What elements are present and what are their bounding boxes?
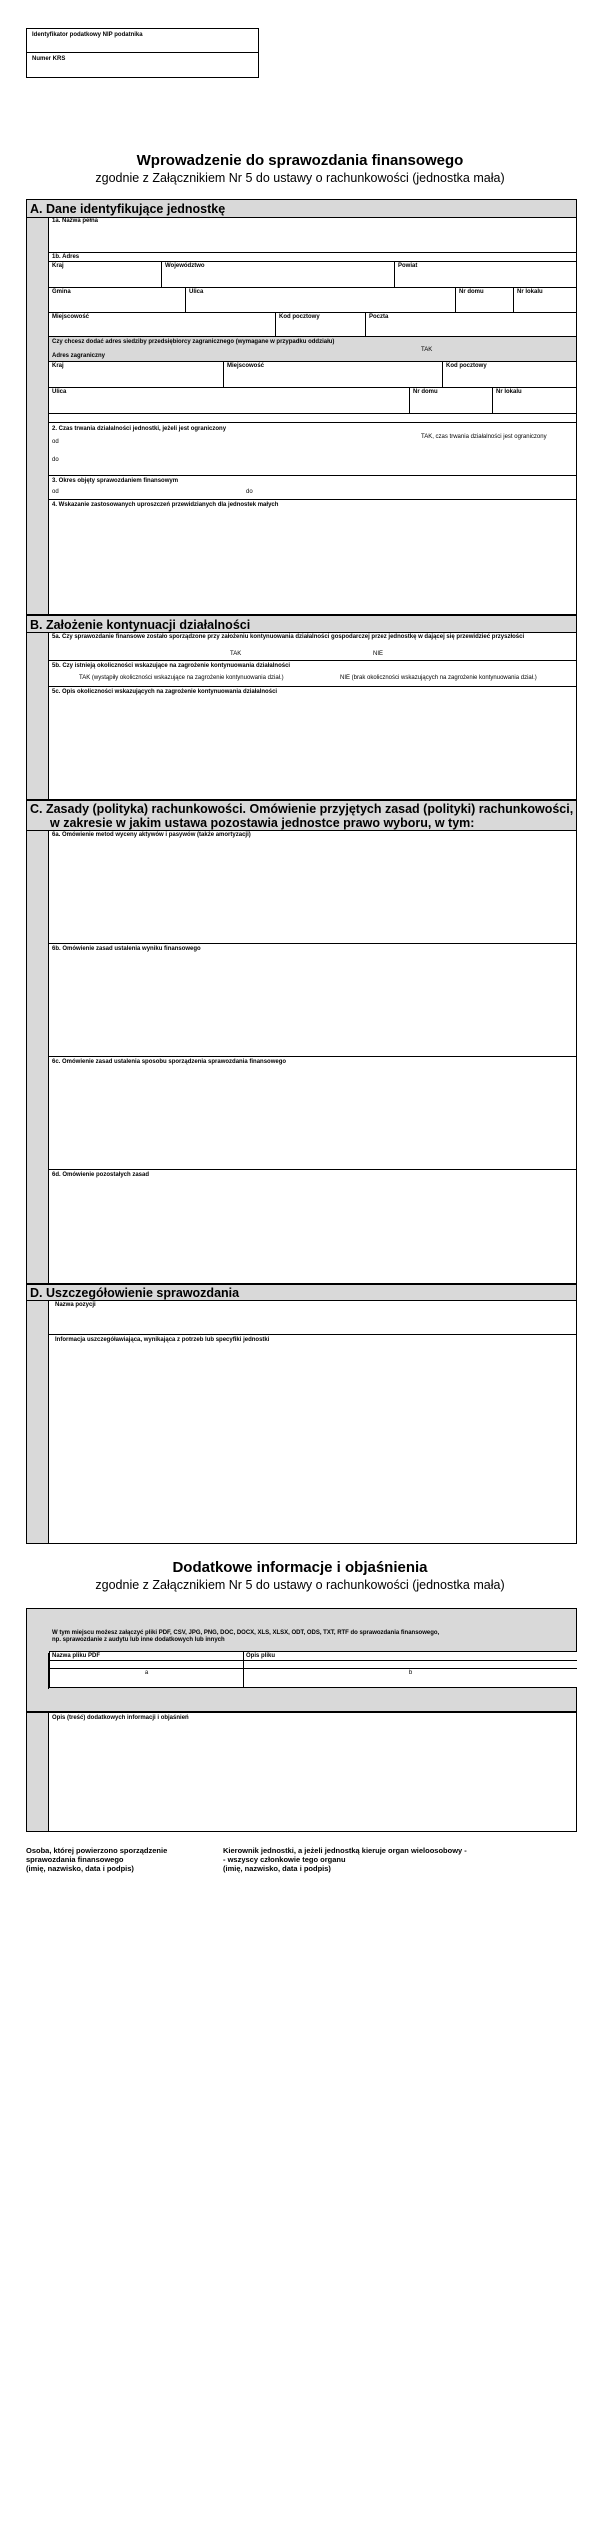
nr-domu-label: Nr domu bbox=[459, 289, 484, 295]
section-d-gutter bbox=[27, 1301, 49, 1543]
foreign-nr-lokalu-field[interactable] bbox=[493, 388, 575, 413]
foreign-kraj-label: Kraj bbox=[52, 363, 64, 369]
extra-title: Dodatkowe informacje i objaśnienia bbox=[172, 1559, 428, 1576]
file-desc-cell[interactable] bbox=[244, 1669, 577, 1687]
foreign-question-label: Czy chcesz dodać adres siedziby przedsiębiorcy zagranicznego (wymagane w przypadku oddziału) bbox=[52, 339, 335, 345]
section-b-header bbox=[27, 616, 576, 633]
foreign-ulica-label: Ulica bbox=[52, 389, 67, 395]
kraj-field[interactable] bbox=[49, 262, 162, 287]
foreign-miejscowosc-label: Miejscowość bbox=[227, 363, 265, 369]
section-a-gutter bbox=[27, 218, 49, 614]
signature-left-line-3: (imię, nazwisko, data i podpis) bbox=[26, 1864, 134, 1873]
section-b-gutter bbox=[27, 633, 49, 799]
col-b-label: b bbox=[408, 1670, 413, 1676]
foreign-tak-option[interactable]: TAK bbox=[421, 347, 433, 353]
file-desc-header bbox=[244, 1652, 577, 1661]
period-od-label: od bbox=[52, 489, 59, 495]
position-name-field[interactable] bbox=[49, 1300, 576, 1335]
nr-domu-field[interactable] bbox=[456, 288, 514, 312]
duration-do-label: do bbox=[52, 457, 59, 463]
attach-info-line-2: np. sprawozdanie z audytu lub inne dodatkowych lub innych bbox=[52, 1637, 225, 1643]
simplifications-label: 4. Wskazanie zastosowanych uproszczeń przewidzianych dla jednostek małych bbox=[52, 502, 279, 508]
gmina-label: Gmina bbox=[52, 289, 71, 295]
q6b-field[interactable] bbox=[49, 944, 576, 1057]
powiat-field[interactable] bbox=[395, 262, 575, 287]
signature-right bbox=[223, 1846, 563, 1873]
q5b-tak-option[interactable]: TAK (wystąpiły okoliczności wskazujące na zagrożenie kontynuowania dział.) bbox=[79, 675, 284, 681]
nr-lokalu-field[interactable] bbox=[514, 288, 575, 312]
q6a-field[interactable] bbox=[49, 830, 576, 944]
foreign-address-label: Adres zagraniczny bbox=[52, 353, 106, 359]
section-c-title-1: C. Zasady (polityka) rachunkowości. Omówienie przyjętych zasad (polityki) rachunkowości, bbox=[30, 802, 574, 816]
name-label: 1a. Nazwa pełna bbox=[52, 218, 99, 224]
foreign-question-row bbox=[49, 337, 576, 362]
foreign-nr-domu-label: Nr domu bbox=[413, 389, 438, 395]
duration-label: 2. Czas trwania działalności jednostki, jeżeli jest ograniczony bbox=[52, 426, 227, 432]
address-row-3 bbox=[49, 313, 576, 337]
kraj-label: Kraj bbox=[52, 263, 64, 269]
foreign-kod-field[interactable] bbox=[443, 362, 575, 387]
file-desc-label: Opis pliku bbox=[246, 1653, 276, 1659]
position-name-label: Nazwa pozycji bbox=[55, 1302, 96, 1308]
section-c-gutter bbox=[27, 831, 49, 1283]
signature-left bbox=[26, 1846, 226, 1873]
foreign-nr-domu-field[interactable] bbox=[410, 388, 493, 413]
period-label: 3. Okres objęty sprawozdaniem finansowym bbox=[52, 478, 179, 484]
wojewodztwo-field[interactable] bbox=[162, 262, 395, 287]
col-a-header bbox=[50, 1661, 244, 1676]
q6c-field[interactable] bbox=[49, 1057, 576, 1170]
krs-label: Numer KRS bbox=[32, 56, 66, 62]
ulica-field[interactable] bbox=[186, 288, 456, 312]
separator-band bbox=[49, 414, 576, 423]
q6d-field[interactable] bbox=[49, 1170, 576, 1283]
foreign-ulica-field[interactable] bbox=[49, 388, 410, 413]
gmina-field[interactable] bbox=[49, 288, 186, 312]
q5c-field[interactable] bbox=[49, 687, 576, 799]
section-b-title: B. Założenie kontynuacji działalności bbox=[30, 618, 251, 632]
section-a-title: A. Dane identyfikujące jednostkę bbox=[30, 202, 226, 216]
kod-pocztowy-label: Kod pocztowy bbox=[279, 314, 320, 320]
description-gutter bbox=[27, 1713, 49, 1831]
period-block bbox=[49, 476, 576, 500]
detail-info-field[interactable] bbox=[49, 1335, 576, 1543]
q5a-label: 5a. Czy sprawozdanie finansowe zostało sporządzone przy założeniu kontynuowania działalności gospodarczej przez jednostkę w dającej się przewidzieć przyszłości bbox=[52, 634, 525, 640]
detail-info-label: Informacja uszczegóławiająca, wynikająca z potrzeb lub specyfiki jednostki bbox=[55, 1337, 270, 1343]
attachments-table bbox=[49, 1651, 577, 1688]
duration-od-label: od bbox=[52, 439, 59, 445]
description-label: Opis (treść) dodatkowych informacji i objaśnień bbox=[52, 1715, 189, 1721]
section-d-title: D. Uszczegółowienie sprawozdania bbox=[30, 1286, 240, 1300]
section-a-header bbox=[27, 200, 576, 218]
miejscowosc-field[interactable] bbox=[49, 313, 276, 336]
q6b-label: 6b. Omówienie zasad ustalenia wyniku finansowego bbox=[52, 946, 201, 952]
foreign-miejscowosc-field[interactable] bbox=[224, 362, 443, 387]
duration-block bbox=[49, 423, 576, 476]
foreign-kod-label: Kod pocztowy bbox=[446, 363, 487, 369]
duration-option[interactable]: TAK, czas trwania działalności jest ograniczony bbox=[421, 434, 547, 440]
identifier-box bbox=[26, 28, 259, 78]
signature-left-line-2: sprawozdania finansowego bbox=[26, 1855, 124, 1864]
extra-subtitle: zgodnie z Załącznikiem Nr 5 do ustawy o rachunkowości (jednostka mała) bbox=[95, 1578, 505, 1592]
intro-subtitle: zgodnie z Załącznikiem Nr 5 do ustawy o rachunkowości (jednostka mała) bbox=[95, 171, 505, 185]
powiat-label: Powiat bbox=[398, 263, 418, 269]
simplifications-field[interactable] bbox=[49, 500, 576, 614]
address-header bbox=[49, 253, 576, 262]
signature-right-line-3: (imię, nazwisko, data i podpis) bbox=[223, 1864, 331, 1873]
signature-left-line-1: Osoba, której powierzono sporządzenie bbox=[26, 1846, 168, 1855]
poczta-label: Poczta bbox=[369, 314, 389, 320]
q5b-nie-option[interactable]: NIE (brak okoliczności wskazujących na zagrożenie kontynuowania dział.) bbox=[340, 675, 537, 681]
q5c-label: 5c. Opis okoliczności wskazujących na zagrożenie kontynuowania działalności bbox=[52, 689, 278, 695]
wojewodztwo-label: Województwo bbox=[165, 263, 205, 269]
signature-right-line-2: - wszyscy członkowie tego organu bbox=[223, 1855, 346, 1864]
q5b-block bbox=[49, 661, 576, 687]
nip-label: Identyfikator podatkowy NIP podatnika bbox=[32, 32, 143, 38]
miejscowosc-label: Miejscowość bbox=[52, 314, 90, 320]
q5a-nie-option[interactable]: NIE bbox=[373, 651, 384, 657]
kod-pocztowy-field[interactable] bbox=[276, 313, 366, 336]
pdf-name-label: Nazwa pliku PDF bbox=[52, 1653, 101, 1659]
q6c-label: 6c. Omówienie zasad ustalenia sposobu sporządzenia sprawozdania finansowego bbox=[52, 1059, 287, 1065]
pdf-name-header bbox=[50, 1652, 244, 1661]
poczta-field[interactable] bbox=[366, 313, 575, 336]
address-row-2 bbox=[49, 288, 576, 313]
foreign-kraj-field[interactable] bbox=[49, 362, 224, 387]
col-b-header bbox=[244, 1661, 577, 1676]
foreign-nr-lokalu-label: Nr lokalu bbox=[496, 389, 522, 395]
signature-right-line-1: Kierownik jednostki, a jeżeli jednostką kieruje organ wieloosobowy - bbox=[223, 1846, 467, 1855]
address-row-1 bbox=[49, 262, 576, 288]
q5a-block bbox=[49, 632, 576, 661]
q5b-label: 5b. Czy istnieją okoliczności wskazujące na zagrożenie kontynuowania działalności bbox=[52, 663, 291, 669]
col-a-label: a bbox=[144, 1670, 149, 1676]
q6a-label: 6a. Omówienie metod wyceny aktywów i pasywów (także amortyzacji) bbox=[52, 832, 251, 838]
address-label: 1b. Adres bbox=[52, 254, 80, 260]
section-c-header bbox=[27, 801, 576, 831]
section-d-header bbox=[27, 1285, 576, 1301]
ulica-label: Ulica bbox=[189, 289, 204, 295]
attachments-gutter bbox=[27, 1653, 49, 1689]
pdf-file-cell[interactable] bbox=[50, 1669, 244, 1687]
period-do-label: do bbox=[246, 489, 253, 495]
section-c-title-2: w zakresie w jakim ustawa pozostawia jednostce prawo wyboru, w tym: bbox=[50, 816, 475, 830]
foreign-row-1 bbox=[49, 362, 576, 388]
intro-title: Wprowadzenie do sprawozdania finansowego bbox=[136, 152, 464, 169]
nr-lokalu-label: Nr lokalu bbox=[517, 289, 543, 295]
foreign-row-2 bbox=[49, 388, 576, 414]
description-field[interactable] bbox=[49, 1712, 576, 1832]
q6d-label: 6d. Omówienie pozostałych zasad bbox=[52, 1172, 150, 1178]
name-field[interactable] bbox=[49, 217, 576, 253]
q5a-tak-option[interactable]: TAK bbox=[230, 651, 242, 657]
nip-field[interactable] bbox=[27, 29, 258, 53]
attach-info-line-1: W tym miejscu możesz załączyć pliki PDF, CSV, JPG, PNG, DOC, DOCX, XLS, XLSX, ODT, ODS, TXT, RTF do sprawozdania finansowego, bbox=[52, 1630, 440, 1636]
